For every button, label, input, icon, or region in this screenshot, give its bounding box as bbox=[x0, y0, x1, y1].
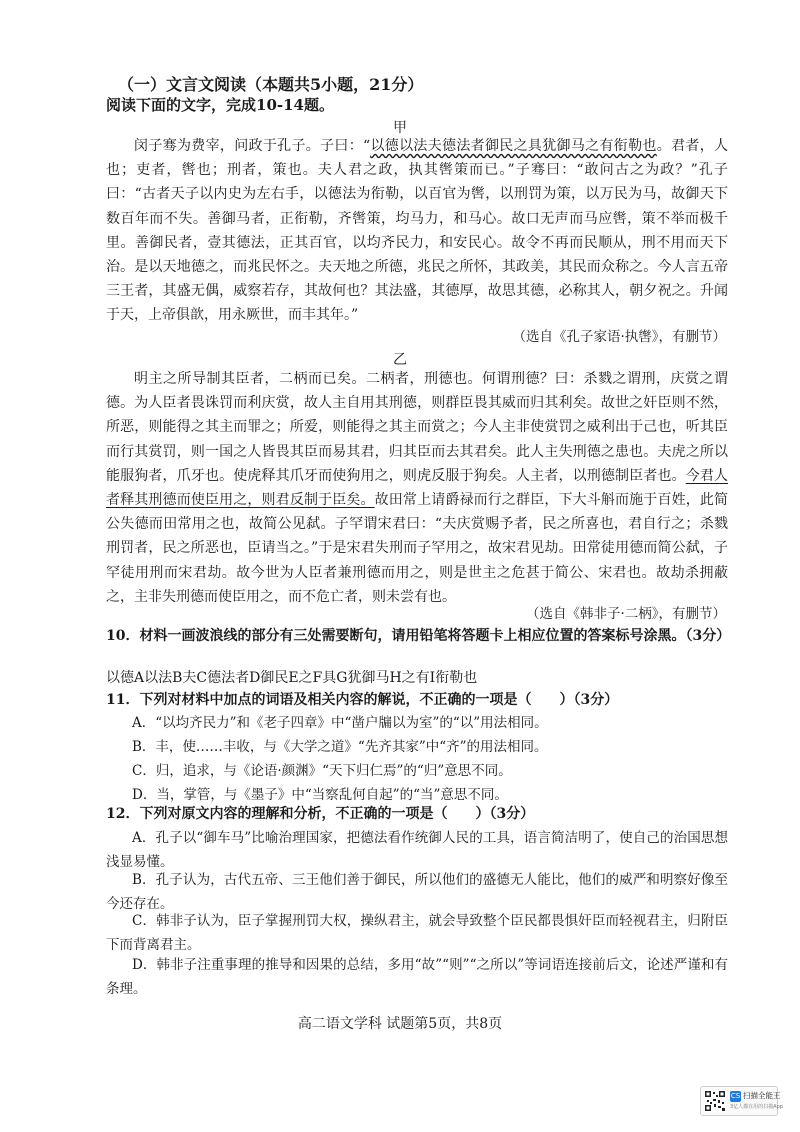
section-title: （一）文言文阅读（本题共5小题，21分） bbox=[118, 75, 424, 94]
passage-jia bbox=[106, 134, 728, 328]
scanner-logo-icon: CS bbox=[730, 1092, 741, 1100]
passage-yi-source: （选自《韩非子·二柄》，有删节） bbox=[525, 606, 726, 622]
passage-jia-text-2: 。君者，人也；吏者，辔也；刑者，策也。夫人君之政，执其辔策而已。”子骞曰：“敢问古之为政？”孔子曰：“古者天子以内史为左右手，以德法为衔勒，以百官为辔，以刑罚为策，以万民为马，故御天下数百年而不失。善御马者，正衔勒，齐辔策，均马力，和马心。故口无声而马应辔，策不举而极千里。善御民者，壹其德法，正其百官，以均齐民力，和安民心。故令不再而民顺从，刑不用而天下治。是以天地德之，而兆民怀之。夫天地之所德，兆民之所怀，其政美，其民而众称之。今人言五帝三王者，其盛无偶，威察若存，其故何也？其法盛，其德厚，故思其德，必称其人，朝夕祝之。升闻于天，上帝俱歆，用永厥世，而丰其年。” bbox=[106, 138, 729, 324]
passage-yi-label: 乙 bbox=[393, 352, 407, 368]
question-11-option-d: D．当，掌管，与《墨子》中“当察乱何自起”的“当”意思不同。 bbox=[132, 787, 508, 803]
question-11-option-a: A．“以均齐民力”和《老子四章》中“凿户牖以为室”的“以”用法相同。 bbox=[132, 715, 548, 731]
passage-yi-text-2: 故田常上请爵禄而行之群臣，下大斗斛而施于百姓，此简公失德而田常用之也，故简公见弑。子罕谓宋君曰：“夫庆赏赐予者，民之所喜也，君自行之；杀戮刑罚者，民之所恶也，臣请当之。”于是宋君失刑而子罕用之，故宋君见劫。田常徒用德而简公弑，子罕徒用刑而宋君劫。故今世为人臣者兼刑德而用之，则是世主之危甚于简公、宋君也。故劫杀拥蔽之，主非失刑德而使臣用之，而不危亡者，则未尝有也。 bbox=[106, 492, 729, 605]
question-12-option-a: A．孔子以“御车马”比喻治理国家，把德法看作统御人民的工具，语言简洁明了，使自己的治国思想浅显易懂。 bbox=[106, 830, 728, 871]
question-10-options: 以德A以法B夫C德法者D御民E之F具G犹御马H之有I衔勒也 bbox=[106, 670, 478, 686]
question-12-option-d: D．韩非子注重事理的推导和因果的总结，多用“故”“则”“之所以”等词语连接前后文，论述严谨和有条理。 bbox=[106, 957, 728, 998]
underlined-sentence: 今君人者释其刑德而使臣用之，则君反制于臣矣。 bbox=[106, 467, 728, 509]
question-12-option-b: B．孔子认为，古代五帝、三王他们善于御民，所以他们的盛德无人能比，他们的威严和明察好像至今还存在。 bbox=[106, 872, 728, 913]
question-11-option-c: C．归，追求，与《论语·颜渊》“天下归仁焉”的“归”意思不同。 bbox=[132, 763, 512, 779]
wavy-underlined-sentence: 以德以法夫德法者御民之具犹御马之有衔勒也 bbox=[370, 138, 657, 154]
passage-yi-text-1: 明主之所导制其臣者，二柄而已矣。二柄者，刑德也。何谓刑德？曰：杀戮之谓刑，庆赏之谓德。为人臣者畏诛罚而利庆赏，故人主自用其刑德，则群臣畏其威而归其利矣。故世之奸臣则不然，所恶，则能得之其主而罪之；所爱，则能得之其主而赏之；今人主非使赏罚之威利出于己也，听其臣而行其赏罚，则一国之人皆畏其臣而易其君，归其臣而去其君矣。此人主失刑德之患也。夫虎之所以能服狗者，爪牙也。使虎释其爪牙而使狗用之，则虎反服于狗矣。人主者，以刑德制臣者也。 bbox=[106, 371, 728, 484]
qr-code-icon bbox=[704, 1090, 726, 1112]
question-11-stem: 11．下列对材料中加点的词语及相关内容的解说，不正确的一项是（ ）（3分） bbox=[106, 692, 619, 708]
question-10-stem: 10．材料一画波浪线的部分有三处需要断句，请用铅笔将答题卡上相应位置的答案标号涂黑。（3分） bbox=[106, 628, 731, 644]
passage-jia-text-1: 闵子骞为费宰，问政于孔子。子曰：“ bbox=[134, 138, 371, 154]
question-12-stem: 12．下列对原文内容的理解和分析，不正确的一项是（ ）（3分） bbox=[106, 806, 535, 822]
passage-yi bbox=[106, 367, 728, 609]
page-footer: 高二语文学科 试题第5页，共8页 bbox=[297, 1016, 503, 1032]
passage-jia-label: 甲 bbox=[393, 120, 407, 136]
scanner-watermark bbox=[700, 1086, 783, 1116]
scanner-brand: 扫描全能王 bbox=[743, 1091, 781, 1100]
passage-jia-source: （选自《孔子家语·执辔》，有删节） bbox=[512, 329, 726, 345]
question-11-option-b: B．丰，使……丰收，与《大学之道》“先齐其家”中“齐”的用法相同。 bbox=[132, 739, 548, 755]
scanner-slogan: 3亿人都在用的扫描App bbox=[730, 1104, 783, 1110]
question-12-option-c: C．韩非子认为，臣子掌握刑罚大权，操纵君主，就会导致整个臣民都畏惧奸臣而轻视君主，归附臣下而背离君主。 bbox=[106, 913, 728, 954]
reading-instruction: 阅读下面的文字，完成10-14题。 bbox=[106, 96, 334, 114]
